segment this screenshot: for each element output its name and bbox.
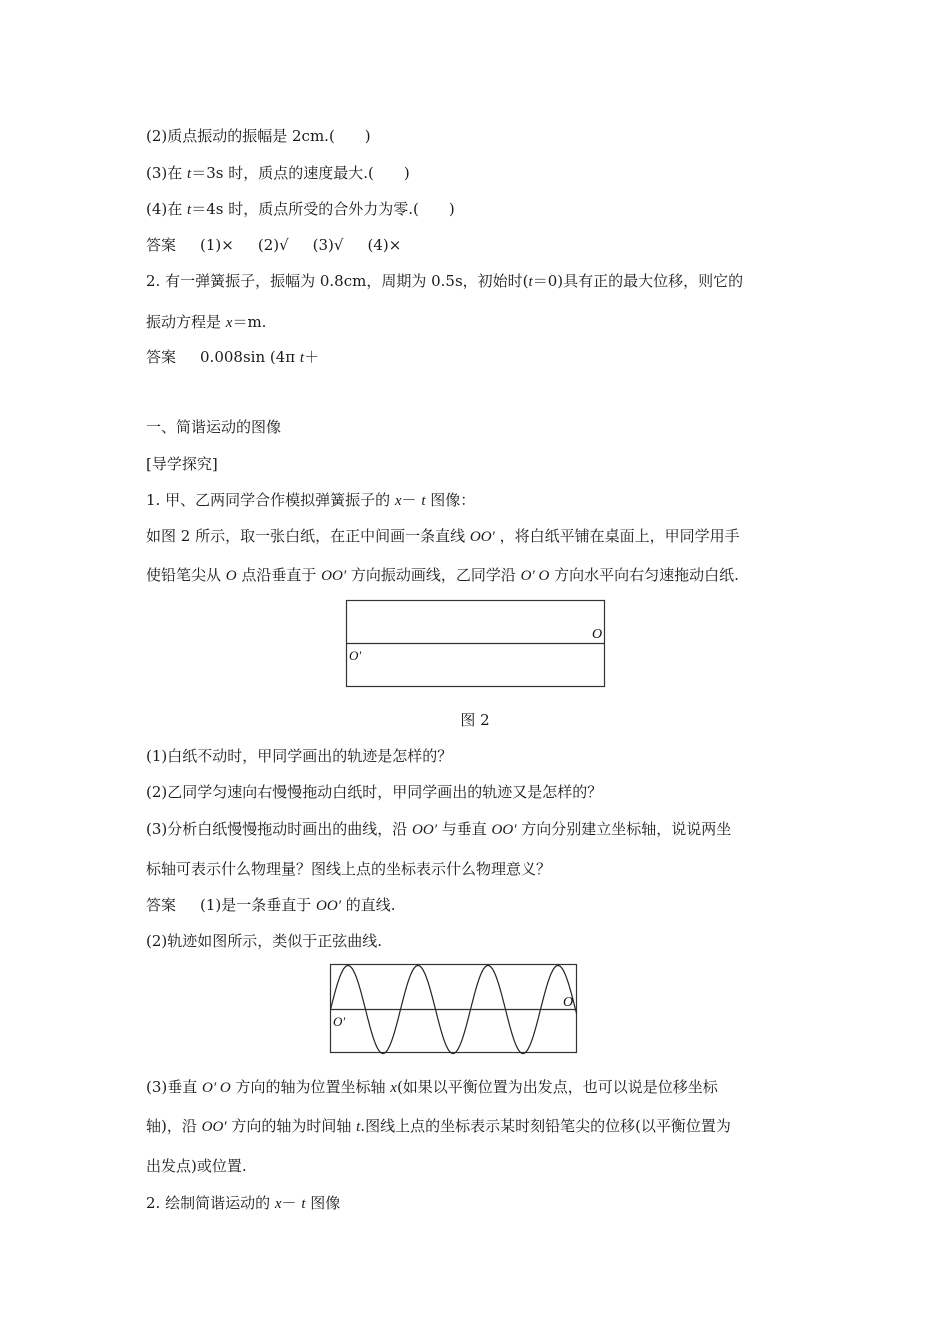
question-text: 在 (167, 200, 188, 218)
label-o-prime: O′ (349, 648, 362, 663)
label-oo-prime: OO′ (469, 529, 495, 545)
figure-2-caption: 图 2 (460, 711, 490, 729)
variable-x: x (394, 493, 402, 509)
answer-label: 答案 (146, 236, 177, 254)
problem-text: 振动方程是 (146, 313, 226, 331)
variable-t: t (301, 1196, 306, 1212)
answer-text: 轴)，沿 (146, 1117, 202, 1135)
variable-t: t (356, 1119, 361, 1135)
variable-t: t (528, 274, 533, 290)
question-text: ＝3s 时，质点的速度最大.( ) (191, 164, 410, 182)
paragraph-text: 使铅笔尖从 (146, 566, 226, 584)
label-o: O (225, 568, 237, 584)
label-o: O (592, 627, 603, 642)
answer-text: ＋ (304, 348, 320, 366)
paragraph-text: 如图 2 所示，取一张白纸，在正中间画一条直线 (146, 527, 470, 545)
paragraph-text: 点沿垂直于 (236, 566, 322, 584)
answer-text: 的直线. (341, 896, 396, 914)
item-text: 2. 绘制简谐运动的 (146, 1194, 275, 1212)
question-number: (2) (146, 127, 168, 145)
item-text: 图像 (305, 1194, 341, 1212)
guide-heading: [导学探究] (146, 455, 218, 473)
paragraph-1-line-2 (146, 565, 739, 586)
variable-t: t (187, 166, 192, 182)
question-text: (3)分析白纸慢慢拖动时画出的曲线，沿 (146, 820, 413, 838)
item-text: 图像： (425, 491, 476, 509)
answer-item: (4)× (367, 236, 402, 254)
question-2 (146, 126, 371, 146)
answer-text: 方向的轴为时间轴 (226, 1117, 357, 1135)
item-text: － (281, 1194, 302, 1212)
answer-text: 0.008sin (4π (200, 348, 300, 366)
answer-3-part-3-line-2 (146, 1116, 731, 1137)
variable-t: t (421, 493, 426, 509)
label-oo-prime: OO′ (316, 898, 341, 914)
answer-3 (146, 895, 396, 916)
sub-question-2: (2)乙同学匀速向右慢慢拖动白纸时，甲同学画出的轨迹又是怎样的？ (146, 783, 603, 801)
paper-rectangle (331, 965, 577, 1053)
answer-3-part-3-line-1 (146, 1077, 718, 1098)
figure-3 (326, 960, 582, 1058)
paragraph-text: ，将白纸平铺在桌面上，甲同学用手 (494, 527, 740, 545)
answer-text: (1)是一条垂直于 (200, 896, 317, 914)
answer-3-part-3-line-3: 出发点)或位置. (146, 1157, 247, 1175)
item-text: － (401, 491, 422, 509)
sub-question-3-line-2: 标轴可表示什么物理量？图线上点的坐标表示什么物理意义？ (146, 860, 552, 878)
item-2-heading (146, 1193, 340, 1214)
variable-x: x (274, 1196, 282, 1212)
question-text: ＝4s 时，质点所受的合外力为零.( ) (191, 200, 455, 218)
answer-label: 答案 (146, 348, 177, 366)
question-text: 与垂直 (436, 820, 492, 838)
question-text: 在 (167, 164, 188, 182)
problem-text: 2. 有一弹簧振子，振幅为 0.8cm，周期为 0.5s，初始时( (146, 272, 529, 290)
question-number: (4) (146, 200, 168, 218)
figure-2 (340, 596, 612, 692)
section-title: 一、简谐运动的图像 (146, 418, 282, 436)
label-oo-prime: OO′ (201, 1119, 227, 1135)
variable-x: x (390, 1080, 397, 1096)
label-oo-prime: OO′ (321, 568, 347, 584)
question-number: (3) (146, 164, 168, 182)
label-o-prime: O′ (333, 1014, 346, 1029)
answer-text: (如果以平衡位置为出发点，也可以说是位移坐标 (396, 1078, 718, 1096)
answer-item: (2)√ (257, 236, 289, 254)
label-oo-prime: OO′ (491, 822, 517, 838)
answer-item: (3)√ (312, 236, 344, 254)
variable-x: x (225, 315, 233, 331)
answer-label: 答案 (146, 896, 177, 914)
sub-question-3-line-1 (146, 819, 731, 840)
question-text: 方向分别建立坐标轴，说说两坐 (516, 820, 732, 838)
paragraph-text: 方向振动画线，乙同学沿 (346, 566, 521, 584)
answer-item: (1)× (200, 236, 234, 254)
variable-t: t (299, 350, 305, 366)
answer-2 (146, 347, 319, 368)
variable-t: t (187, 202, 192, 218)
question-4 (146, 199, 455, 220)
answer-text: (3)垂直 (146, 1078, 203, 1096)
question-text: 质点振动的振幅是 2cm.( ) (167, 127, 371, 145)
label-o-prime-o: O′ O (520, 568, 550, 584)
answer-text: .图线上点的坐标表示某时刻铅笔尖的位移(以平衡位置为 (360, 1117, 731, 1135)
answer-text: 方向的轴为位置坐标轴 (230, 1078, 391, 1096)
item-text: 1. 甲、乙两同学合作模拟弹簧振子的 (146, 491, 395, 509)
answer-3-part-2: (2)轨迹如图所示，类似于正弦曲线. (146, 932, 383, 950)
answer-1 (146, 235, 401, 255)
label-oo-prime: OO′ (412, 822, 437, 838)
problem-2-line-1 (146, 271, 743, 292)
label-o: O (563, 995, 574, 1010)
paragraph-1-line-1 (146, 526, 740, 547)
question-3 (146, 163, 410, 184)
item-1-heading (146, 490, 475, 511)
label-o-prime-o: O′ O (202, 1080, 231, 1096)
problem-text: ＝m. (232, 313, 267, 331)
problem-2-line-2 (146, 312, 266, 333)
problem-text: ＝0)具有正的最大位移，则它的 (532, 272, 744, 290)
paragraph-text: 方向水平向右匀速拖动白纸. (549, 566, 739, 584)
sub-question-1: (1)白纸不动时，甲同学画出的轨迹是怎样的？ (146, 747, 453, 765)
